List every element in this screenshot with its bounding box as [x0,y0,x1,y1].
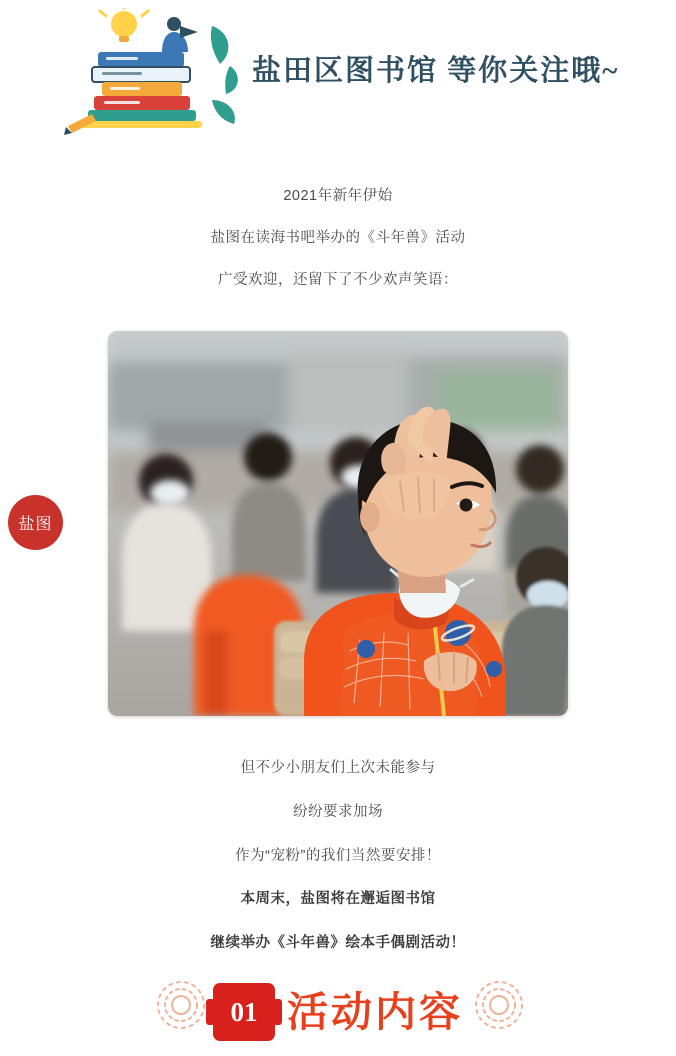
section-number: 01 [230,996,258,1027]
outro-line-2: 纷纷要求加场 [293,803,383,820]
event-photo [108,331,568,716]
event-photo-image [108,331,568,716]
outro-line-4 [0,889,676,911]
side-badge-logo [8,495,63,550]
sunburst-icon-right [470,976,528,1034]
section-heading [0,968,676,1056]
intro-text-block [0,186,676,311]
outro-line-3: 作为“宠粉”的我们当然要安排！ [235,847,441,864]
outro-line-1: 但不少小朋友们上次未能参与 [240,760,436,776]
side-badge-label: 盐图 [18,516,53,533]
intro-line-1: 2021年新年伊始 [283,188,393,204]
outro-line-5-text: 继续举办《斗年兽》绘本手偶剧活动！ [210,935,466,951]
outro-line-4-text: 本周末，盐图将在邂逅图书馆 [240,891,436,908]
header-banner [0,0,676,150]
outro-text-block [0,758,676,977]
books-stack-illustration-icon [62,8,242,138]
section-number-badge [213,983,275,1041]
sunburst-icon-left [152,976,210,1034]
header-title: 盐田区图书馆 等你关注哦~ [252,55,620,87]
intro-line-3: 广受欢迎，还留下了不少欢声笑语： [218,271,458,288]
intro-line-2: 盐图在读海书吧举办的《斗年兽》活动 [210,229,466,246]
section-title: 活动内容 [287,988,463,1035]
outro-line-5 [0,933,676,955]
